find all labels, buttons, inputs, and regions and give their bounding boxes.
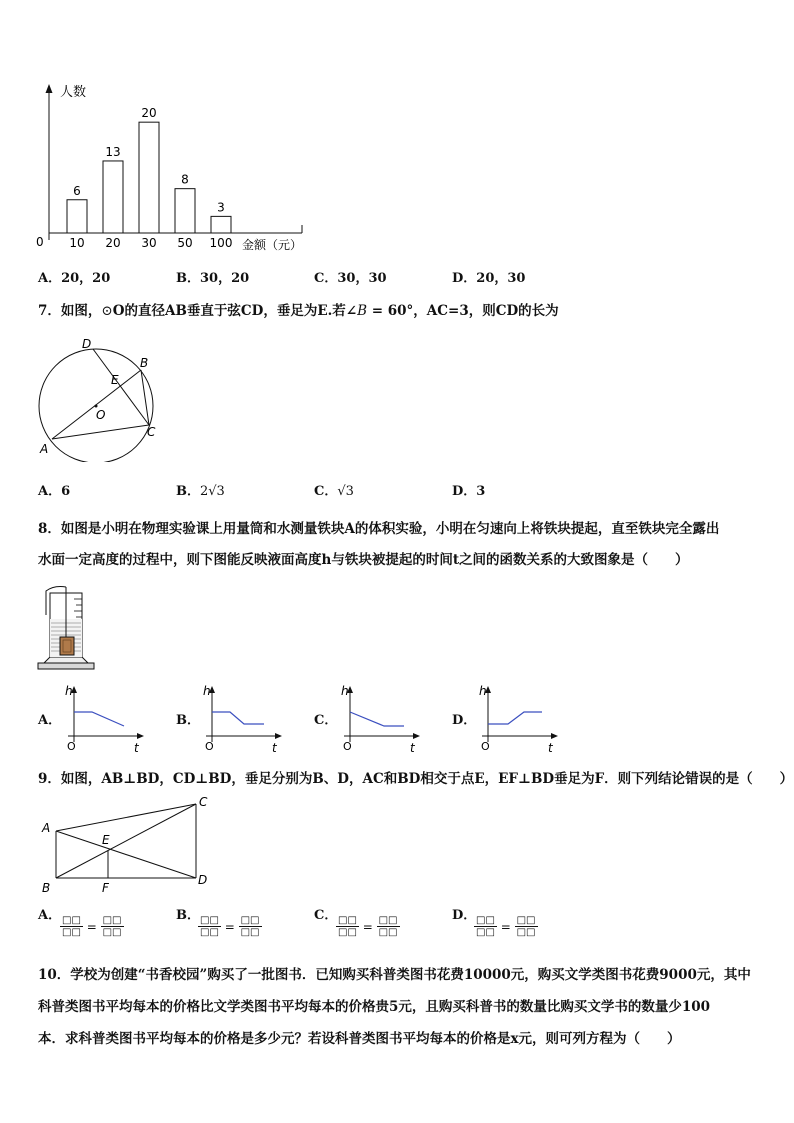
circle-symbol: ⊙ bbox=[101, 303, 113, 319]
x-tick-label-30: 30 bbox=[141, 236, 157, 250]
q6-option-c: C．30，30 bbox=[314, 271, 387, 286]
svg-text:B: B bbox=[140, 356, 149, 370]
q6-option-b: B．30，20 bbox=[176, 271, 250, 286]
x-tick-label-100: 100 bbox=[209, 236, 233, 250]
svg-text:h: h bbox=[479, 684, 487, 698]
q8-option-d-label: D． bbox=[452, 713, 477, 728]
svg-text:t: t bbox=[410, 741, 415, 754]
q8-graph-c bbox=[338, 684, 424, 754]
q9-stem: 9．如图，AB⊥BD，CD⊥BD，垂足分别为B、D，AC和BD相交于点E，EF⊥BD垂足为F．则下列结论错误的是（ ） bbox=[38, 771, 794, 787]
svg-text:C: C bbox=[199, 795, 208, 809]
x-tick-label-50: 50 bbox=[177, 236, 193, 250]
svg-text:D: D bbox=[198, 873, 208, 887]
q9-option-b: B． bbox=[176, 908, 200, 923]
bar-value-label-50: 8 bbox=[181, 172, 189, 187]
q9-option-a-equation: $\frac{□□}{□□}$ = $\frac{□□}{□□}$ bbox=[62, 915, 122, 938]
q7-option-b: B．2√3 bbox=[176, 484, 225, 499]
q7-option-c: C．√3 bbox=[314, 484, 354, 499]
svg-text:E: E bbox=[111, 373, 119, 387]
y-axis-arrow bbox=[46, 84, 53, 93]
q8-graph-b bbox=[200, 684, 286, 754]
q7-stem: 7．如图，⊙O的直径AB垂直于弦CD，垂足为E.若∠B = 60°，AC=3，则CD的长为 bbox=[38, 303, 559, 319]
svg-text:O: O bbox=[67, 740, 76, 753]
q9-option-c-equation: $\frac{□□}{□□}$ = $\frac{□□}{□□}$ bbox=[338, 915, 398, 938]
bar-50 bbox=[175, 189, 195, 233]
q6-option-a: A．20，20 bbox=[38, 271, 111, 286]
svg-text:t: t bbox=[272, 741, 277, 754]
bar-10 bbox=[67, 200, 87, 233]
bar-chart bbox=[30, 80, 320, 260]
q8-graph-d bbox=[476, 684, 562, 754]
x-axis-label: 金额（元） bbox=[242, 238, 303, 252]
q7-option-a: A．6 bbox=[38, 484, 71, 499]
q10-stem-line3: 本．求科普类图书平均每本的价格是多少元？若设科普类图书平均每本的价格是x元，则可列方程为（ ） bbox=[38, 1031, 681, 1047]
q9-figure bbox=[36, 790, 220, 898]
q9-option-d-equation: $\frac{□□}{□□}$ = $\frac{□□}{□□}$ bbox=[476, 915, 536, 938]
svg-text:t: t bbox=[548, 741, 553, 754]
q6-option-d: D．20，30 bbox=[452, 271, 526, 286]
bar-30 bbox=[139, 122, 159, 233]
q9-option-c: C． bbox=[314, 908, 338, 923]
segment-ad bbox=[56, 831, 196, 878]
q7-circle-figure bbox=[34, 332, 164, 462]
svg-text:O: O bbox=[343, 740, 352, 753]
x-tick-label-20: 20 bbox=[105, 236, 121, 250]
y-axis-label: 人数 bbox=[60, 85, 87, 100]
q8-option-b-label: B． bbox=[176, 713, 200, 728]
svg-text:O: O bbox=[205, 740, 214, 753]
bar-20 bbox=[103, 161, 123, 233]
q7-option-d: D．3 bbox=[452, 484, 486, 499]
svg-text:t: t bbox=[134, 741, 139, 754]
segment-bc bbox=[141, 370, 149, 425]
q8-stem-line2: 水面一定高度的过程中，则下图能反映液面高度h与铁块被提起的时间t之间的函数关系的大致图象是（ ） bbox=[38, 552, 689, 568]
svg-text:D: D bbox=[82, 337, 92, 351]
bar-100 bbox=[211, 216, 231, 233]
q9-option-b-equation: $\frac{□□}{□□}$ = $\frac{□□}{□□}$ bbox=[200, 915, 260, 938]
svg-text:O: O bbox=[481, 740, 490, 753]
graduated-cylinder-figure bbox=[36, 585, 98, 671]
bar-value-label-20: 13 bbox=[105, 144, 121, 159]
svg-text:F: F bbox=[102, 881, 109, 895]
origin-label: 0 bbox=[36, 235, 44, 249]
q8-option-c-label: C． bbox=[314, 713, 338, 728]
diameter-ab bbox=[52, 370, 141, 439]
x-tick-label-10: 10 bbox=[69, 236, 85, 250]
svg-text:A: A bbox=[42, 821, 51, 835]
svg-text:h: h bbox=[341, 684, 349, 698]
q8-stem-line1: 8．如图是小明在物理实验课上用量筒和水测量铁块A的体积实验，小明在匀速向上将铁块提起，直至铁块完全露出 bbox=[38, 521, 720, 537]
bar-value-label-10: 6 bbox=[73, 183, 81, 198]
bar-value-label-30: 20 bbox=[141, 106, 157, 121]
q10-stem-line1: 10．学校为创建“书香校园”购买了一批图书．已知购买科普类图书花费10000元，购买文学类图书花费9000元，其中 bbox=[38, 967, 751, 983]
q8-option-a-label: A． bbox=[38, 713, 62, 728]
svg-text:B: B bbox=[42, 881, 51, 895]
q9-option-a: A． bbox=[38, 908, 62, 923]
svg-text:O: O bbox=[96, 408, 106, 422]
svg-text:h: h bbox=[65, 684, 73, 698]
svg-text:A: A bbox=[40, 442, 49, 456]
segment-bc bbox=[56, 804, 196, 878]
bar-value-label-100: 3 bbox=[217, 200, 225, 215]
q9-option-d: D． bbox=[452, 908, 477, 923]
svg-text:C: C bbox=[147, 425, 156, 439]
q8-graph-a bbox=[62, 684, 148, 754]
svg-text:h: h bbox=[203, 684, 211, 698]
segment-ac bbox=[56, 804, 196, 831]
svg-text:E: E bbox=[102, 833, 110, 847]
q10-stem-line2: 科普类图书平均每本的价格比文学类图书平均每本的价格贵5元，且购买科普书的数量比购买文学书的数量少100 bbox=[38, 999, 711, 1015]
